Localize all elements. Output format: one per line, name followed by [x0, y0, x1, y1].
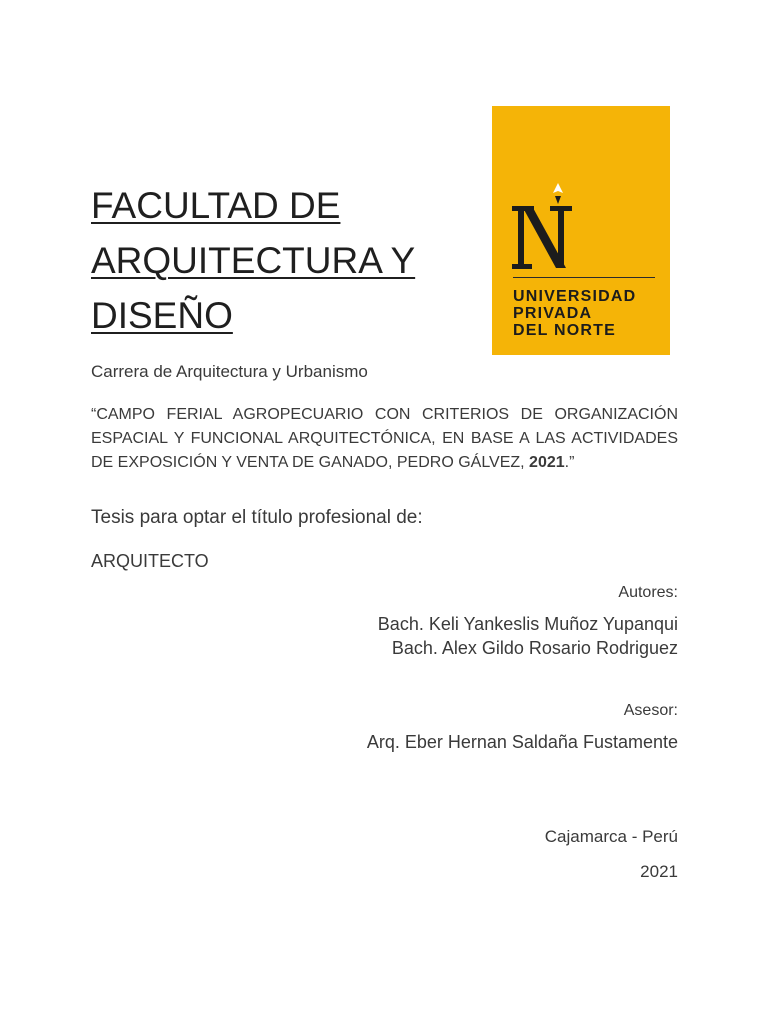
university-logo-text [513, 288, 636, 339]
authors-label: Autores: [618, 584, 678, 601]
degree-title: ARQUITECTO [91, 551, 209, 571]
publication-year: 2021 [640, 862, 678, 881]
project-title-year: 2021 [529, 454, 565, 471]
faculty-title-line-1: FACULTAD DE [91, 185, 341, 226]
project-title-close: .” [564, 454, 575, 471]
faculty-title-line-2: ARQUITECTURA Y [91, 240, 416, 281]
project-title [91, 403, 678, 475]
advisor-label: Asesor: [623, 702, 678, 719]
city-country: Cajamarca - Perú [544, 827, 678, 846]
logo-text-line-1: UNIVERSIDAD [513, 288, 637, 305]
author-name: Bach. Keli Yankeslis Muñoz Yupanqui [377, 614, 678, 634]
logo-text-line-3: DEL NORTE [513, 322, 616, 339]
advisor-name: Arq. Eber Hernan Saldaña Fustamente [366, 732, 678, 752]
university-logo [492, 106, 670, 355]
faculty-title [91, 178, 471, 343]
career-name: Carrera de Arquitectura y Urbanismo [91, 362, 368, 381]
faculty-title-line-3: DISEÑO [91, 295, 233, 336]
author-name: Bach. Alex Gildo Rosario Rodriguez [391, 638, 678, 658]
logo-text-line-2: PRIVADA [513, 305, 593, 322]
project-title-text: “CAMPO FERIAL AGROPECUARIO CON CRITERIOS DE ORGANIZACIÓN ESPACIAL Y FUNCIONAL ARQUITECTÓNICA, EN BASE A LAS ACTIVIDADES DE EXPOSICIÓN Y VENTA DE GANADO, PEDRO GÁLVEZ, [91, 406, 678, 471]
thesis-statement: Tesis para optar el título profesional de: [91, 507, 423, 528]
